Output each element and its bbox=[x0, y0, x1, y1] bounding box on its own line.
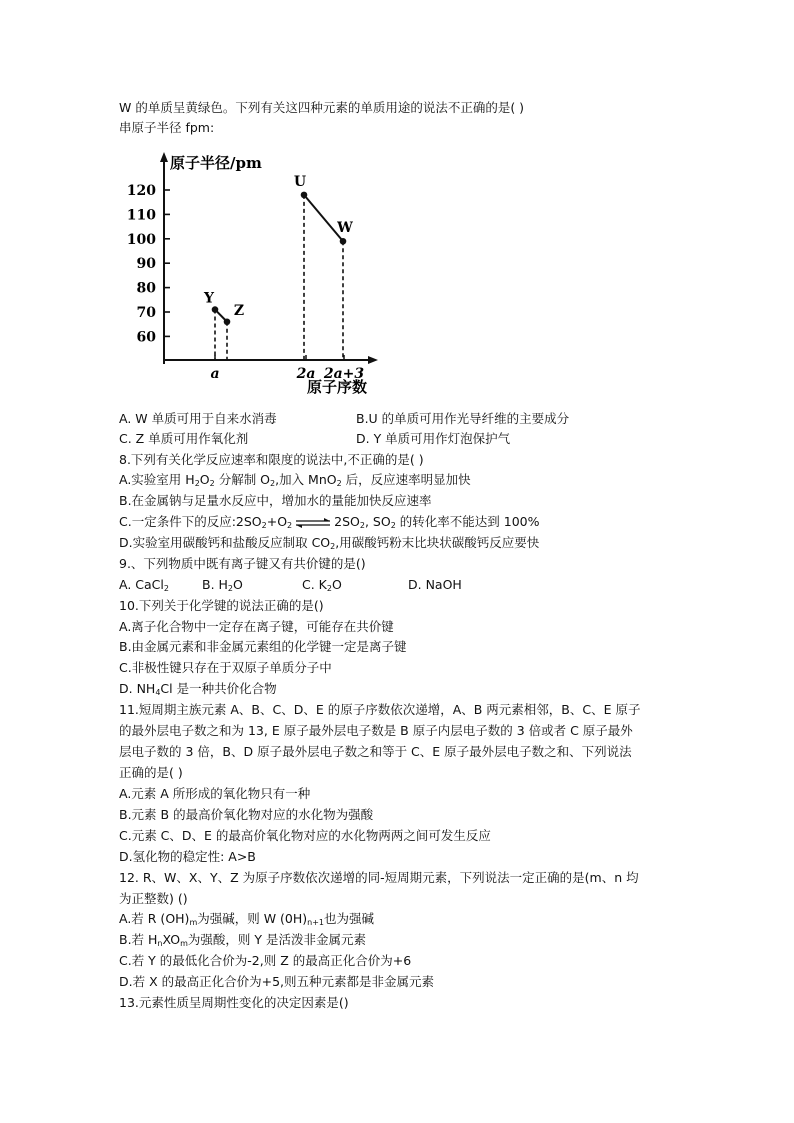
q11-option-d: D.氢化物的稳定性: A>B bbox=[119, 849, 256, 864]
data-point-u bbox=[301, 192, 308, 199]
q12-line-1: 12. R、W、X、Y、Z 为原子序数依次递增的同-短周期元素，下列说法一定正确的是(m、n 均 bbox=[119, 870, 639, 885]
q12-option-d: D.若 X 的最高正化合价为+5,则五种元素都是非金属元素 bbox=[119, 974, 435, 989]
data-point-y bbox=[212, 306, 219, 313]
q11-line-4: 正确的是( ) bbox=[119, 765, 183, 780]
data-point-z bbox=[224, 318, 231, 325]
y-tick-label: 60 bbox=[136, 329, 156, 346]
x-tick-label: 2a+3 bbox=[323, 366, 365, 382]
y-tick-label: 100 bbox=[126, 231, 156, 248]
point-label-w: W bbox=[337, 220, 353, 237]
q10-option-c: C.非极性键只存在于双原子单质分子中 bbox=[119, 660, 332, 675]
atomic-radius-chart bbox=[122, 148, 392, 403]
point-label-y: Y bbox=[204, 290, 214, 307]
intro-line-2: 串原子半径 fpm: bbox=[119, 120, 215, 135]
q12-line-2: 为正整数) () bbox=[119, 891, 188, 906]
y-axis-label: 原子半径/pm bbox=[170, 154, 262, 172]
point-label-z: Z bbox=[233, 302, 245, 319]
q7-option-b: B.U 的单质可用作光导纤维的主要成分 bbox=[356, 411, 570, 426]
q10-option-a: A.离子化合物中一定存在离子键，可能存在共价键 bbox=[119, 619, 394, 634]
q9-option-b: B. $H_2O$ bbox=[202, 577, 243, 593]
y-tick-label: 110 bbox=[126, 207, 156, 224]
intro-line-1: W 的单质呈黄绿色。下列有关这四种元素的单质用途的说法不正确的是( ) bbox=[119, 100, 525, 115]
q7-option-c: C. Z 单质可用作氧化剂 bbox=[119, 431, 249, 446]
y-tick-label: 90 bbox=[136, 256, 156, 273]
x-tick-label: 2a bbox=[296, 366, 316, 382]
q12-option-b: B.若 $H_nXO_m$为强酸，则 Y 是活泼非金属元素 bbox=[119, 932, 366, 948]
q10-option-b: B.由金属元素和非金属元素组的化学键一定是离子键 bbox=[119, 639, 407, 654]
q12-option-a: A.若 R $(OH)_m$为强碱，则 W $(0H)_{n+1}$也为强碱 bbox=[119, 911, 375, 927]
point-label-u: U bbox=[293, 173, 307, 190]
y-tick-label: 120 bbox=[126, 183, 156, 199]
q8-option-b: B.在金属钠与足量水反应中，增加水的量能加快反应速率 bbox=[119, 493, 432, 508]
q8-option-c: C.一定条件下的反应$:2SO_2+O_2$ $2SO_2$, $SO_2$ 的转化率不能达到 100% bbox=[119, 514, 540, 530]
point-labels bbox=[203, 174, 353, 319]
q9-stem: 9.、下列物质中既有离子键又有共价键的是() bbox=[119, 556, 366, 571]
data-point-w bbox=[340, 238, 347, 245]
q9-option-a: A. CaCl$_2$ bbox=[119, 577, 169, 593]
y-tick-label: 70 bbox=[136, 305, 156, 321]
q11-option-b: B.元素 B 的最高价氧化物对应的水化物为强酸 bbox=[119, 807, 374, 822]
q13-stem: 13.元素性质呈周期性变化的决定因素是() bbox=[119, 995, 349, 1010]
q8-stem: 8.下列有关化学反应速率和限度的说法中,不正确的是( ) bbox=[119, 452, 424, 467]
y-axis bbox=[160, 152, 168, 364]
q11-line-1: 11.短周期主族元素 A、B、C、D、E 的原子序数依次递增，A、B 两元素相邻，B、C、E 原子 bbox=[119, 702, 641, 717]
q11-option-c: C.元素 C、D、E 的最高价氧化物对应的水化物两两之间可发生反应 bbox=[119, 828, 491, 843]
q8-option-d: D.实验室用碳酸钙和盐酸反应制取 $CO_2$,用碳酸钙粉末比块状碳酸钙反应要快 bbox=[119, 535, 540, 551]
q7-option-a: A. W 单质可用于自来水消毒 bbox=[119, 411, 277, 426]
q11-line-2: 的最外层电子数之和为 13, E 原子最外层电子数是 B 原子内层电子数的 3 倍或者 C 原子最外 bbox=[119, 723, 633, 738]
reversible-arrow-icon bbox=[294, 518, 332, 528]
q12-option-c: C.若 Y 的最低化合价为-2,则 Z 的最高正化合价为+6 bbox=[119, 953, 412, 968]
q11-line-3: 层电子数的 3 倍，B、D 原子最外层电子数之和等于 C、E 原子最外层电子数之和、下列说法 bbox=[119, 744, 632, 759]
q10-option-d: D. $NH_4Cl$ 是一种共价化合物 bbox=[119, 681, 277, 697]
q10-stem: 10.下列关于化学键的说法正确的是() bbox=[119, 598, 324, 613]
q9-option-d: D. NaOH bbox=[408, 577, 462, 592]
x-axis bbox=[164, 356, 378, 364]
data-series bbox=[212, 192, 347, 325]
q9-option-c: C. $K_2O$ bbox=[302, 577, 342, 593]
y-tick-label: 80 bbox=[136, 280, 156, 297]
q8-option-a: A.实验室用 $H_2O_2$ 分解制 $O_2$,加入 MnO$_2$ 后，反应速率明显加快 bbox=[119, 472, 471, 488]
x-axis-label: 原子序数 bbox=[307, 378, 368, 396]
q11-option-a: A.元素 A 所形成的氧化物只有一种 bbox=[119, 786, 311, 801]
x-tick-label: a bbox=[210, 366, 220, 382]
q7-option-d: D. Y 单质可用作灯泡保护气 bbox=[356, 431, 511, 446]
